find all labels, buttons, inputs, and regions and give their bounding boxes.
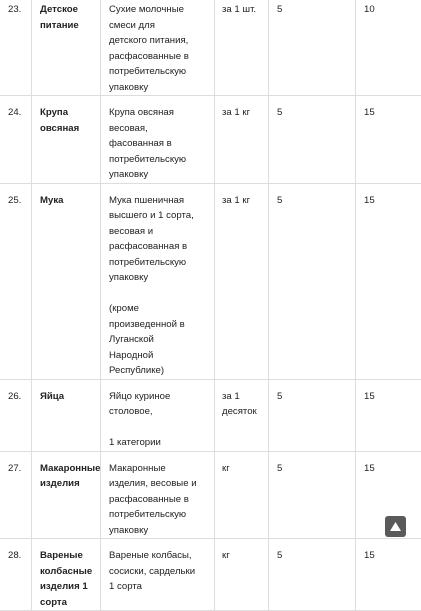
row-number-cell (0, 539, 32, 611)
triangle-up-icon (390, 522, 401, 531)
product-name-cell (32, 539, 101, 611)
product-description-line (109, 286, 212, 302)
table-row (0, 539, 421, 611)
product-description-line: потребительскую (109, 152, 212, 168)
value-column-1: 5 (277, 105, 353, 121)
product-description-line: весовая, (109, 121, 212, 137)
unit-of-measure-cell (215, 539, 269, 611)
value-column-1-cell (269, 183, 356, 379)
product-description-cell (101, 451, 215, 539)
unit-of-measure-line: за 1 кг (222, 105, 266, 121)
value-column-2-cell (356, 183, 421, 379)
unit-of-measure-cell (215, 379, 269, 451)
product-description-line: упаковку (109, 167, 212, 183)
unit-of-measure-line: за 1 шт. (222, 2, 266, 18)
product-description-line: сосиски, сардельки (109, 564, 212, 580)
value-column-1: 5 (277, 461, 353, 477)
product-description-line: упаковку (109, 523, 212, 539)
row-number-cell (0, 96, 32, 184)
table-row (0, 96, 421, 184)
product-description-line: детского питания, (109, 33, 212, 49)
product-description-line: упаковку (109, 270, 212, 286)
product-description-line: Мука пшеничная (109, 193, 212, 209)
row-number: 27. (8, 461, 31, 477)
product-description-line: Вареные колбасы, (109, 548, 212, 564)
product-name-line: изделия 1 (40, 579, 98, 595)
product-description-cell (101, 183, 215, 379)
product-description-line: столовое, (109, 404, 212, 420)
product-description-line: Макаронные (109, 461, 212, 477)
value-column-2-cell (356, 96, 421, 184)
unit-of-measure-cell (215, 0, 269, 96)
value-column-2: 15 (364, 461, 421, 477)
product-name-line: питание (40, 18, 98, 34)
product-description-line: расфасованная в (109, 239, 212, 255)
product-name-cell (32, 96, 101, 184)
value-column-1-cell (269, 539, 356, 611)
value-column-1: 5 (277, 2, 353, 18)
row-number-cell (0, 379, 32, 451)
product-description-line: изделия, весовые и (109, 476, 212, 492)
value-column-1-cell (269, 379, 356, 451)
product-description-line: 1 сорта (109, 579, 212, 595)
product-name-line: Крупа овсяная (40, 105, 98, 136)
unit-of-measure-line: кг (222, 548, 266, 564)
row-number-cell (0, 0, 32, 96)
unit-of-measure-cell (215, 183, 269, 379)
row-number-cell (0, 183, 32, 379)
product-description-line: смеси для (109, 18, 212, 34)
row-number: 24. (8, 105, 31, 121)
product-name-line: Детское (40, 2, 98, 18)
product-description-line: 1 категории (109, 435, 212, 451)
product-name-line: Мука (40, 193, 98, 209)
product-description-cell (101, 0, 215, 96)
row-number: 25. (8, 193, 31, 209)
unit-of-measure-line: за 1 (222, 389, 266, 405)
value-column-1: 5 (277, 193, 353, 209)
product-description-line: расфасованные в (109, 49, 212, 65)
product-name-cell (32, 0, 101, 96)
product-description-line: весовая и (109, 224, 212, 240)
table-row (0, 451, 421, 539)
value-column-2-cell (356, 0, 421, 96)
product-description-line: потребительскую (109, 255, 212, 271)
value-column-2: 15 (364, 548, 421, 564)
value-column-1: 5 (277, 548, 353, 564)
unit-of-measure-line: десяток (222, 404, 266, 420)
value-column-1-cell (269, 0, 356, 96)
value-column-2-cell (356, 539, 421, 611)
value-column-1-cell (269, 451, 356, 539)
table-row (0, 379, 421, 451)
product-description-cell (101, 539, 215, 611)
product-description-line: Республике) (109, 363, 212, 379)
product-description-line: Луганской (109, 332, 212, 348)
row-number-cell (0, 451, 32, 539)
table-row (0, 183, 421, 379)
product-description-line: Яйцо куриное (109, 389, 212, 405)
product-description-line (109, 420, 212, 436)
product-name-cell (32, 379, 101, 451)
scroll-to-top-button[interactable] (385, 516, 406, 537)
value-column-2: 15 (364, 193, 421, 209)
table-row (0, 0, 421, 96)
product-description-line: Крупа овсяная (109, 105, 212, 121)
product-name-line: колбасные (40, 564, 98, 580)
product-description-line: потребительскую (109, 507, 212, 523)
value-column-1: 5 (277, 389, 353, 405)
product-description-line: упаковку (109, 80, 212, 96)
value-column-2: 15 (364, 389, 421, 405)
product-description-line: фасованная в (109, 136, 212, 152)
row-number: 26. (8, 389, 31, 405)
product-description-line: расфасованные в (109, 492, 212, 508)
product-name-line: Вареные (40, 548, 98, 564)
value-column-2: 10 (364, 2, 421, 18)
unit-of-measure-cell (215, 451, 269, 539)
product-description-line: Сухие молочные (109, 2, 212, 18)
value-column-2-cell (356, 379, 421, 451)
product-name-cell (32, 183, 101, 379)
row-number: 23. (8, 2, 31, 18)
product-description-line: (кроме (109, 301, 212, 317)
product-description-cell (101, 96, 215, 184)
product-description-line: произведенной в (109, 317, 212, 333)
product-name-line: изделия (40, 476, 98, 492)
value-column-2: 15 (364, 105, 421, 121)
row-number: 28. (8, 548, 31, 564)
product-name-line: сорта (40, 595, 98, 611)
unit-of-measure-line: за 1 кг (222, 193, 266, 209)
product-description-cell (101, 379, 215, 451)
product-name-line: Макаронные (40, 461, 98, 477)
product-name-cell (32, 451, 101, 539)
product-description-line: Народной (109, 348, 212, 364)
unit-of-measure-cell (215, 96, 269, 184)
product-name-line: Яйца (40, 389, 98, 405)
unit-of-measure-line: кг (222, 461, 266, 477)
value-column-1-cell (269, 96, 356, 184)
product-description-line: потребительскую (109, 64, 212, 80)
product-description-line: высшего и 1 сорта, (109, 208, 212, 224)
